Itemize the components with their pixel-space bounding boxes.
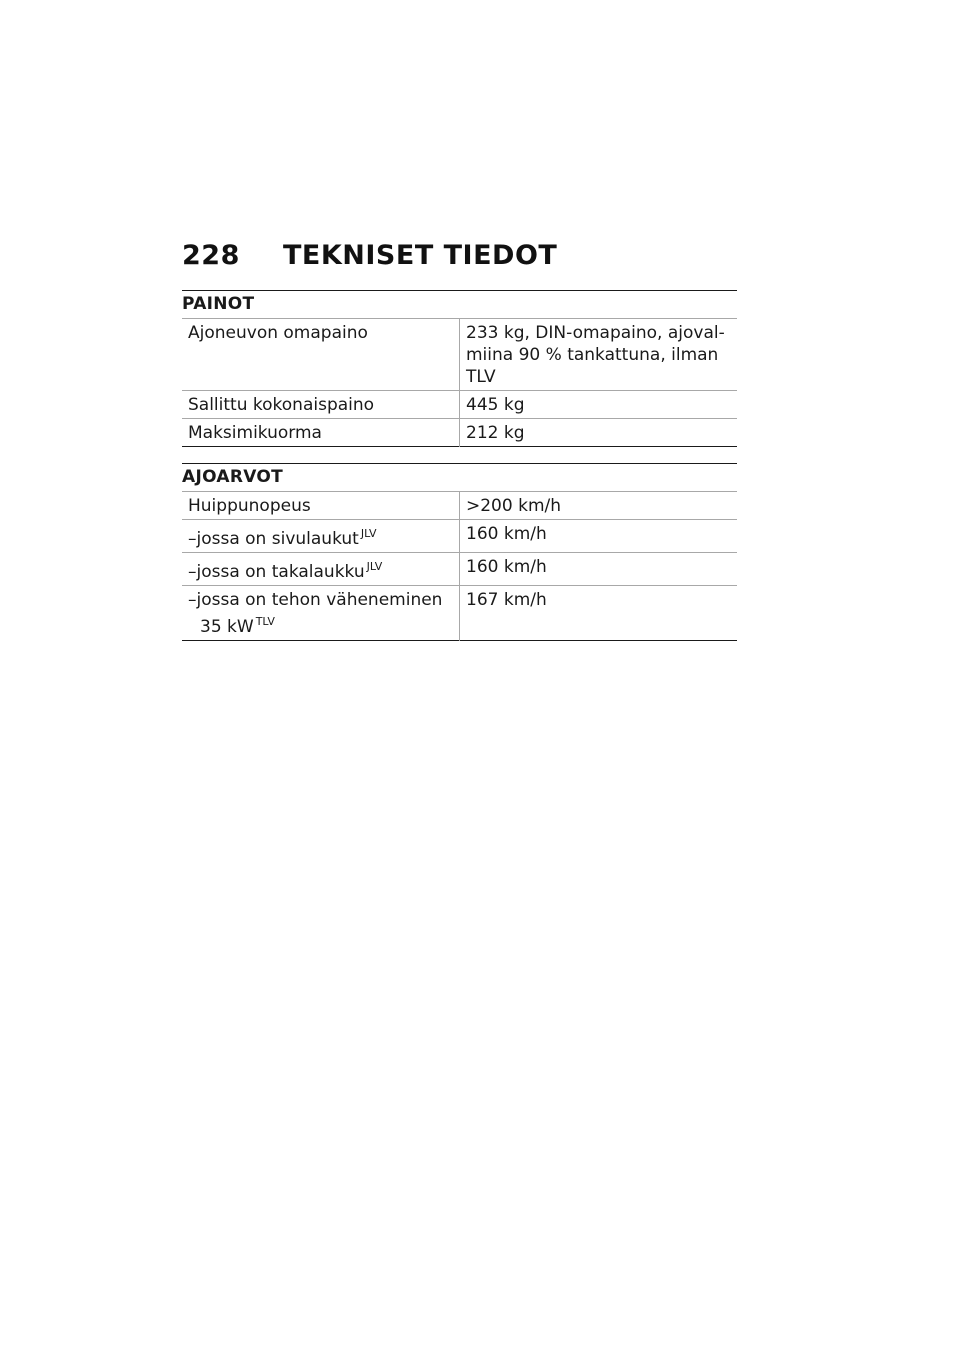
page-header	[182, 240, 737, 280]
row-label: Ajoneuvon omapaino	[182, 319, 460, 391]
row-value: 445 kg	[466, 395, 525, 415]
table-row	[182, 520, 737, 553]
row-label-cell	[182, 553, 460, 586]
table-row	[182, 553, 737, 586]
row-label-cell	[182, 520, 460, 553]
section-title-performance: AJOARVOT	[182, 463, 737, 491]
row-value: 233 kg, DIN-omapaino, ajoval-miina 90 % tankattuna, ilman TLV	[466, 323, 725, 387]
row-label: Sallittu kokonaispaino	[182, 391, 460, 419]
weights-table	[182, 318, 737, 447]
row-label-continuation	[188, 611, 453, 638]
row-label-cell	[182, 586, 460, 641]
row-value: 160 km/h	[466, 557, 547, 577]
row-value: >200 km/h	[466, 496, 562, 516]
row-label: Huippunopeus	[182, 492, 460, 520]
table-row	[182, 419, 737, 447]
page-number: 228	[182, 240, 240, 271]
performance-table	[182, 491, 737, 641]
section-title-weights: PAINOT	[182, 290, 737, 318]
footnote-marker: JLV	[366, 560, 383, 573]
section-performance	[182, 463, 737, 641]
row-value: 160 km/h	[466, 524, 547, 544]
table-row	[182, 319, 737, 391]
footnote-marker: TLV	[255, 615, 275, 628]
table-row	[182, 492, 737, 520]
footnote-marker: JLV	[360, 527, 377, 540]
table-row	[182, 586, 737, 641]
chapter-title: TEKNISET TIEDOT	[283, 240, 558, 271]
row-label: –jossa on sivulaukut	[188, 529, 359, 549]
row-label: –jossa on takalaukku	[188, 562, 365, 582]
table-row	[182, 391, 737, 419]
row-label: Maksimikuorma	[182, 419, 460, 447]
row-value: 167 km/h	[466, 590, 547, 610]
section-weights	[182, 290, 737, 447]
row-value: 212 kg	[466, 423, 525, 443]
manual-page	[182, 240, 737, 641]
row-label: –jossa on tehon väheneminen	[188, 590, 443, 610]
row-label-cont-text: 35 kW	[200, 617, 254, 637]
